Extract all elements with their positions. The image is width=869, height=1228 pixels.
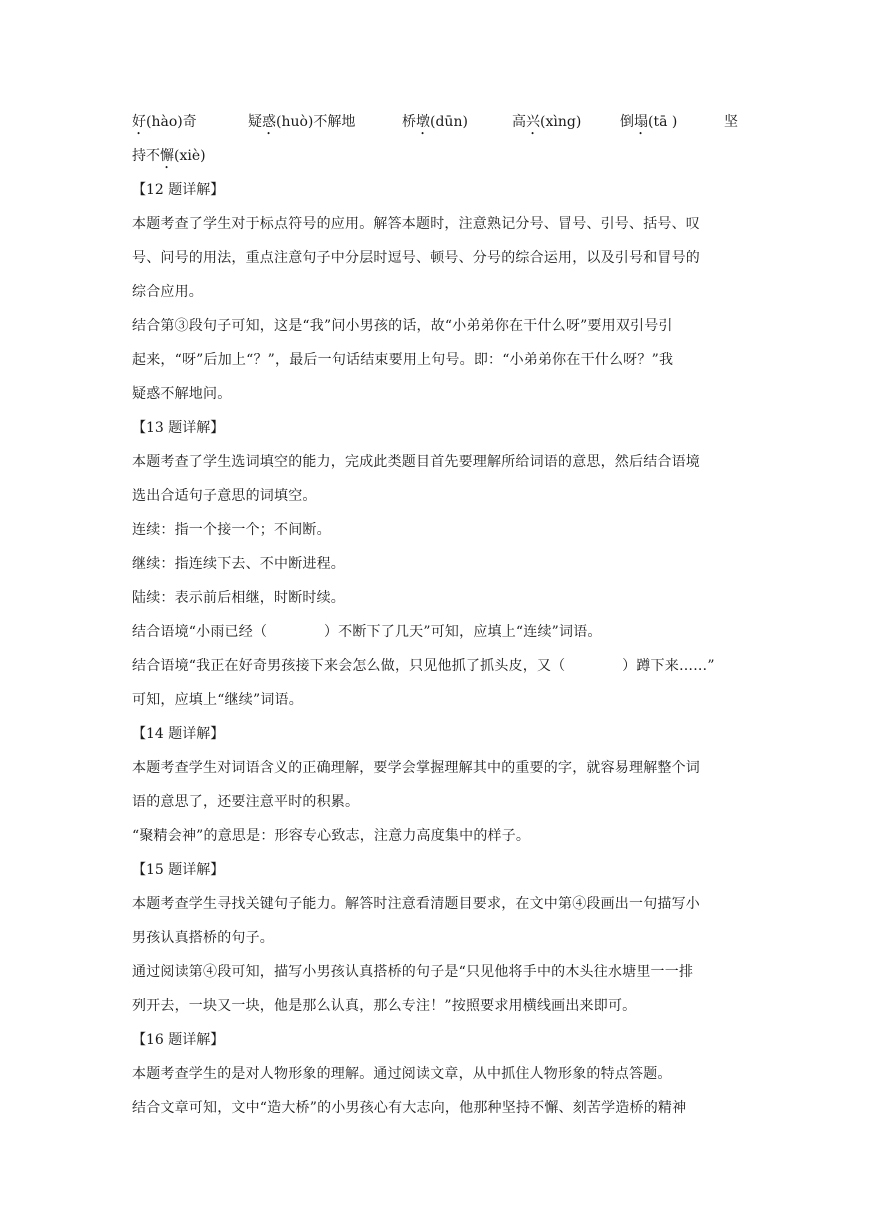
- pinyin-item-dun: [402, 105, 468, 139]
- paragraph-line: 结合第③段句子可知，这是“我”问小男孩的话，故“小弟弟你在干什么呀”要用双引号引: [132, 318, 673, 334]
- plain-char: 持不: [132, 148, 160, 164]
- pinyin-item-hao: [132, 105, 197, 139]
- pinyin-item-ta: [620, 105, 677, 139]
- plain-char: 高: [512, 114, 526, 130]
- pinyin-text: (huò)不解地: [276, 114, 356, 130]
- paragraph-line: 疑惑不解地问。: [132, 386, 232, 402]
- dotted-char: 好: [132, 114, 146, 130]
- paragraph-line: 本题考查了学生选词填空的能力，完成此类题目首先要理解所给词语的意思，然后结合语境: [132, 454, 700, 470]
- pinyin-answer-row: [132, 105, 738, 139]
- pinyin-item-xie: [132, 139, 206, 173]
- paragraph-line: 结合语境“小雨已经（ ）不断下了几天”可知，应填上“连续”词语。: [132, 624, 602, 640]
- paragraph-line: 号、问号的用法，重点注意句子中分层时逗号、顿号、分号的综合运用，以及引号和冒号的: [132, 250, 700, 266]
- plain-char: 疑: [248, 114, 262, 130]
- pinyin-text: (tā ): [648, 114, 678, 130]
- plain-char: 倒: [620, 114, 634, 130]
- pinyin-text: (xiè): [174, 148, 206, 164]
- section-heading: 【15 题详解】: [132, 862, 225, 878]
- paragraph-line: 本题考查学生的是对人物形象的理解。通过阅读文章，从中抓住人物形象的特点答题。: [132, 1066, 672, 1082]
- document-page: [132, 105, 738, 1125]
- pinyin-answer-row-2: [132, 139, 738, 173]
- paragraph-line: 综合应用。: [132, 284, 203, 300]
- paragraph-line: 本题考查学生寻找关键句子能力。解答时注意看清题目要求，在文中第④段画出一句描写小: [132, 896, 700, 912]
- dotted-char: 惑: [262, 114, 276, 130]
- pinyin-text: (xìng): [540, 114, 582, 130]
- section-heading: 【16 题详解】: [132, 1032, 225, 1048]
- paragraph-line: 本题考查了学生对于标点符号的应用。解答本题时，注意熟记分号、冒号、引号、括号、叹: [132, 216, 700, 232]
- pinyin-item-huo: [248, 105, 355, 139]
- paragraph-line: 语的意思了，还要注意平时的积累。: [132, 794, 360, 810]
- paragraph-line: 可知，应填上“继续”词语。: [132, 692, 303, 708]
- section-heading: 【13 题详解】: [132, 420, 225, 436]
- paragraph-line: 本题考查学生对词语含义的正确理解，要学会掌握理解其中的重要的字，就容易理解整个词: [132, 760, 700, 776]
- paragraph-line: 结合文章可知，文中“造大桥”的小男孩心有大志向，他那种坚持不懈、刻苦学造桥的精神: [132, 1100, 687, 1116]
- section-heading: 【14 题详解】: [132, 726, 225, 742]
- pinyin-item-jian: 坚: [724, 114, 738, 130]
- section-13: [132, 411, 738, 717]
- paragraph-line: 结合语境“我正在好奇男孩接下来会怎么做，只见他抓了抓头皮，又（ ）蹲下来……”: [132, 658, 715, 674]
- dotted-char: 兴: [526, 114, 540, 130]
- dotted-char: 墩: [416, 114, 430, 130]
- paragraph-line: 起来，“呀”后加上“？”，最后一句话结束要用上句号。即：“小弟弟你在干什么呀？”我: [132, 352, 674, 368]
- paragraph-line: 通过阅读第④段可知，描写小男孩认真搭桥的句子是“只见他将手中的木头往水塘里一一排: [132, 964, 694, 980]
- paragraph-line: 列开去，一块又一块，他是那么认真，那么专注！”按照要求用横线画出来即可。: [132, 998, 637, 1014]
- section-12: [132, 173, 738, 411]
- paragraph-line: 选出合适句子意思的词填空。: [132, 488, 317, 504]
- pinyin-text: (dūn): [430, 114, 468, 130]
- section-16: [132, 1023, 738, 1125]
- paragraph-line: 继续：指连续下去、不中断进程。: [132, 556, 345, 572]
- paragraph-line: “聚精会神”的意思是：形容专心致志，注意力高度集中的样子。: [132, 828, 531, 844]
- paragraph-line: 陆续：表示前后相继，时断时续。: [132, 590, 345, 606]
- dotted-char: 塌: [634, 114, 648, 130]
- pinyin-item-xing: [512, 105, 581, 139]
- paragraph-line: 男孩认真搭桥的句子。: [132, 930, 274, 946]
- section-14: [132, 717, 738, 853]
- paragraph-line: 连续：指一个接一个；不间断。: [132, 522, 331, 538]
- pinyin-text: (hào)奇: [146, 114, 197, 130]
- section-heading: 【12 题详解】: [132, 182, 225, 198]
- section-15: [132, 853, 738, 1023]
- dotted-char: 懈: [160, 148, 174, 164]
- plain-char: 桥: [402, 114, 416, 130]
